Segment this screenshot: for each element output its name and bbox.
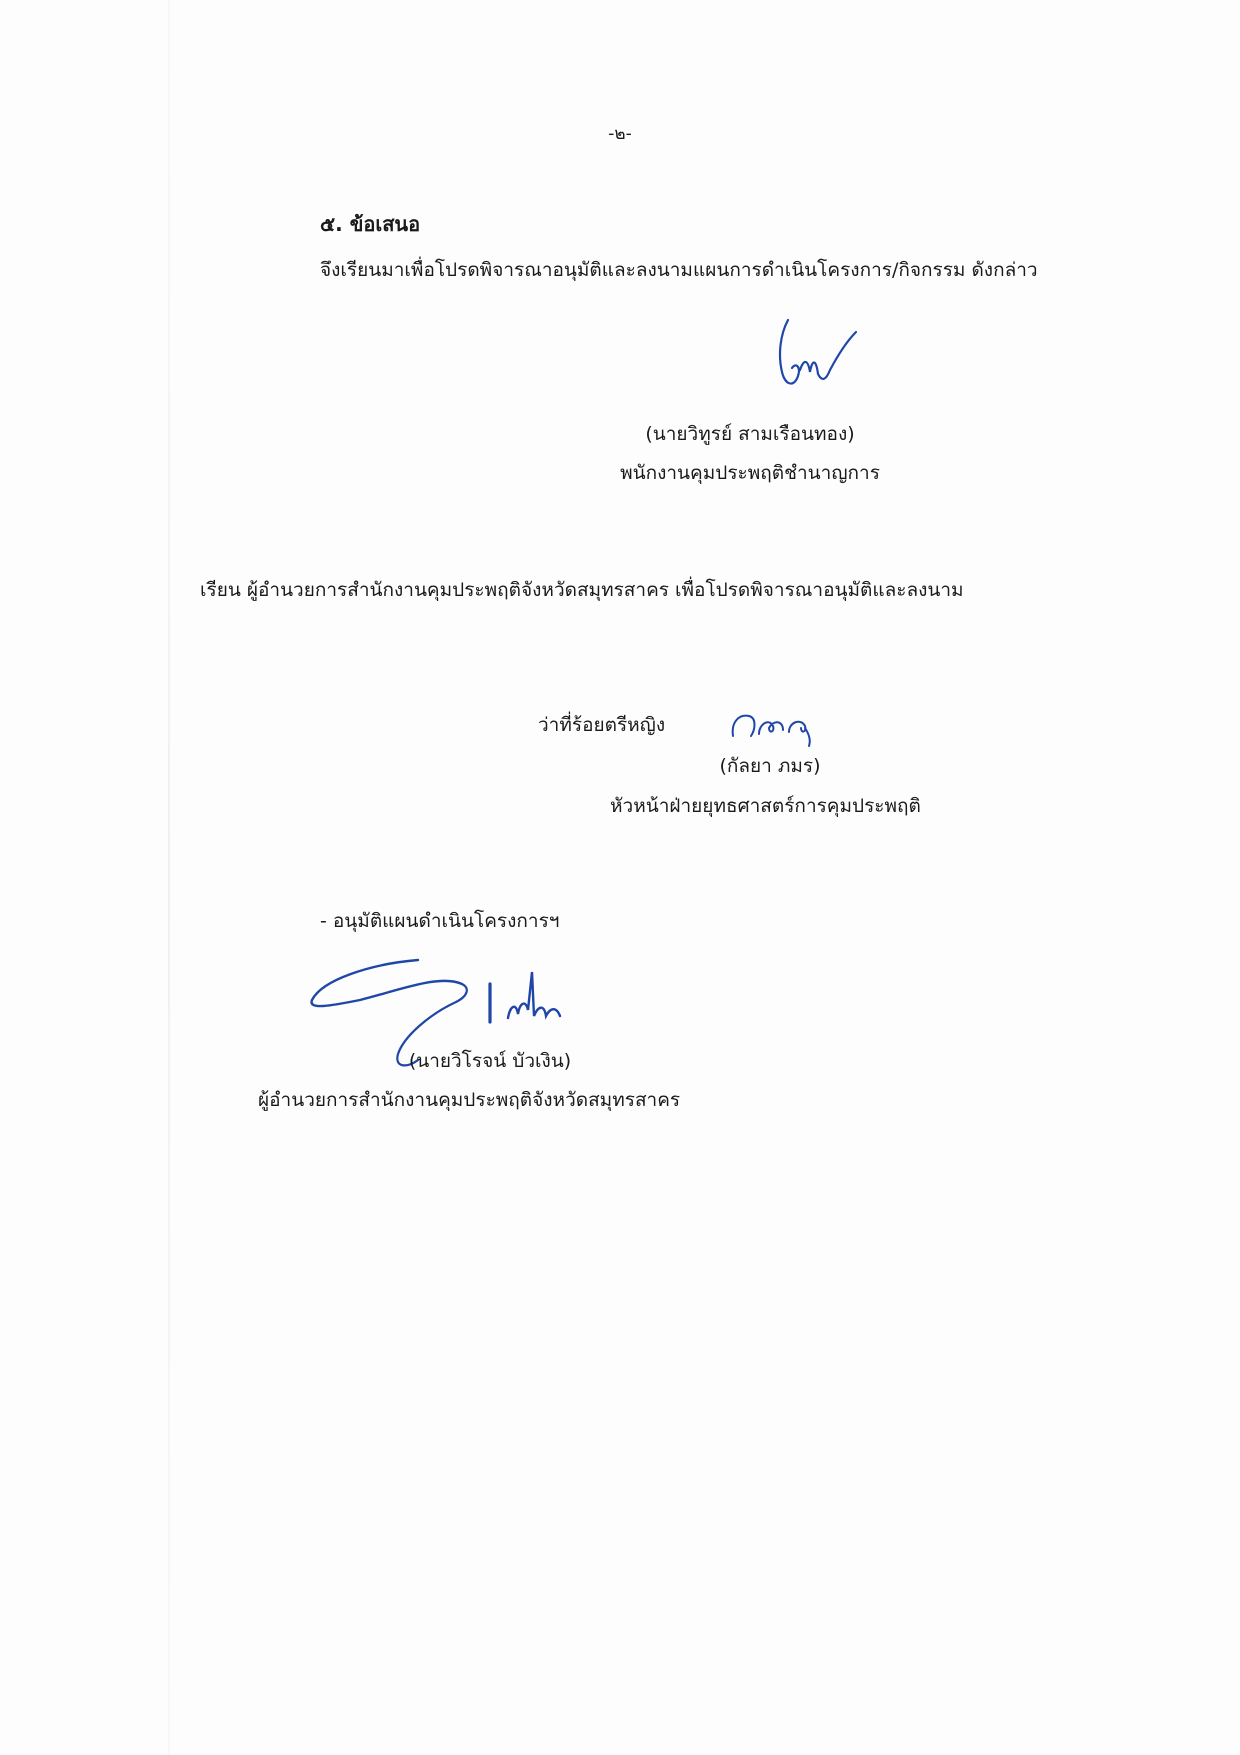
proposal-paragraph: จึงเรียนมาเพื่อโปรดพิจารณาอนุมัติและลงนามแผนการดำเนินโครงการ/กิจกรรม ดังกล่าว [320, 259, 1038, 281]
director-name: (นายวิโรจน์ บัวเงิน) [408, 1050, 572, 1072]
memo-line: เรียน ผู้อำนวยการสำนักงานคุมประพฤติจังหวัดสมุทรสาคร เพื่อโปรดพิจารณาอนุมัติและลงนาม [200, 579, 964, 601]
approval-line: - อนุมัติแผนดำเนินโครงการฯ [320, 910, 560, 932]
division-head-position: หัวหน้าฝ่ายยุทธศาสตร์การคุมประพฤติ [610, 795, 921, 817]
scan-fold-line [168, 0, 170, 1755]
officer-name: (นายวิทูรย์ สามเรือนทอง) [645, 423, 855, 445]
director-position: ผู้อำนวยการสำนักงานคุมประพฤติจังหวัดสมุทรสาคร [258, 1089, 681, 1111]
division-head-signature [725, 700, 835, 750]
page-number: -๒- [608, 124, 632, 144]
officer-position: พนักงานคุมประพฤติชำนาญการ [620, 462, 880, 484]
division-head-name: (กัลยา ภมร) [719, 755, 821, 777]
section-heading: ๕. ข้อเสนอ [320, 212, 421, 236]
division-head-rank: ว่าที่ร้อยตรีหญิง [538, 714, 666, 736]
officer-signature [760, 310, 870, 400]
